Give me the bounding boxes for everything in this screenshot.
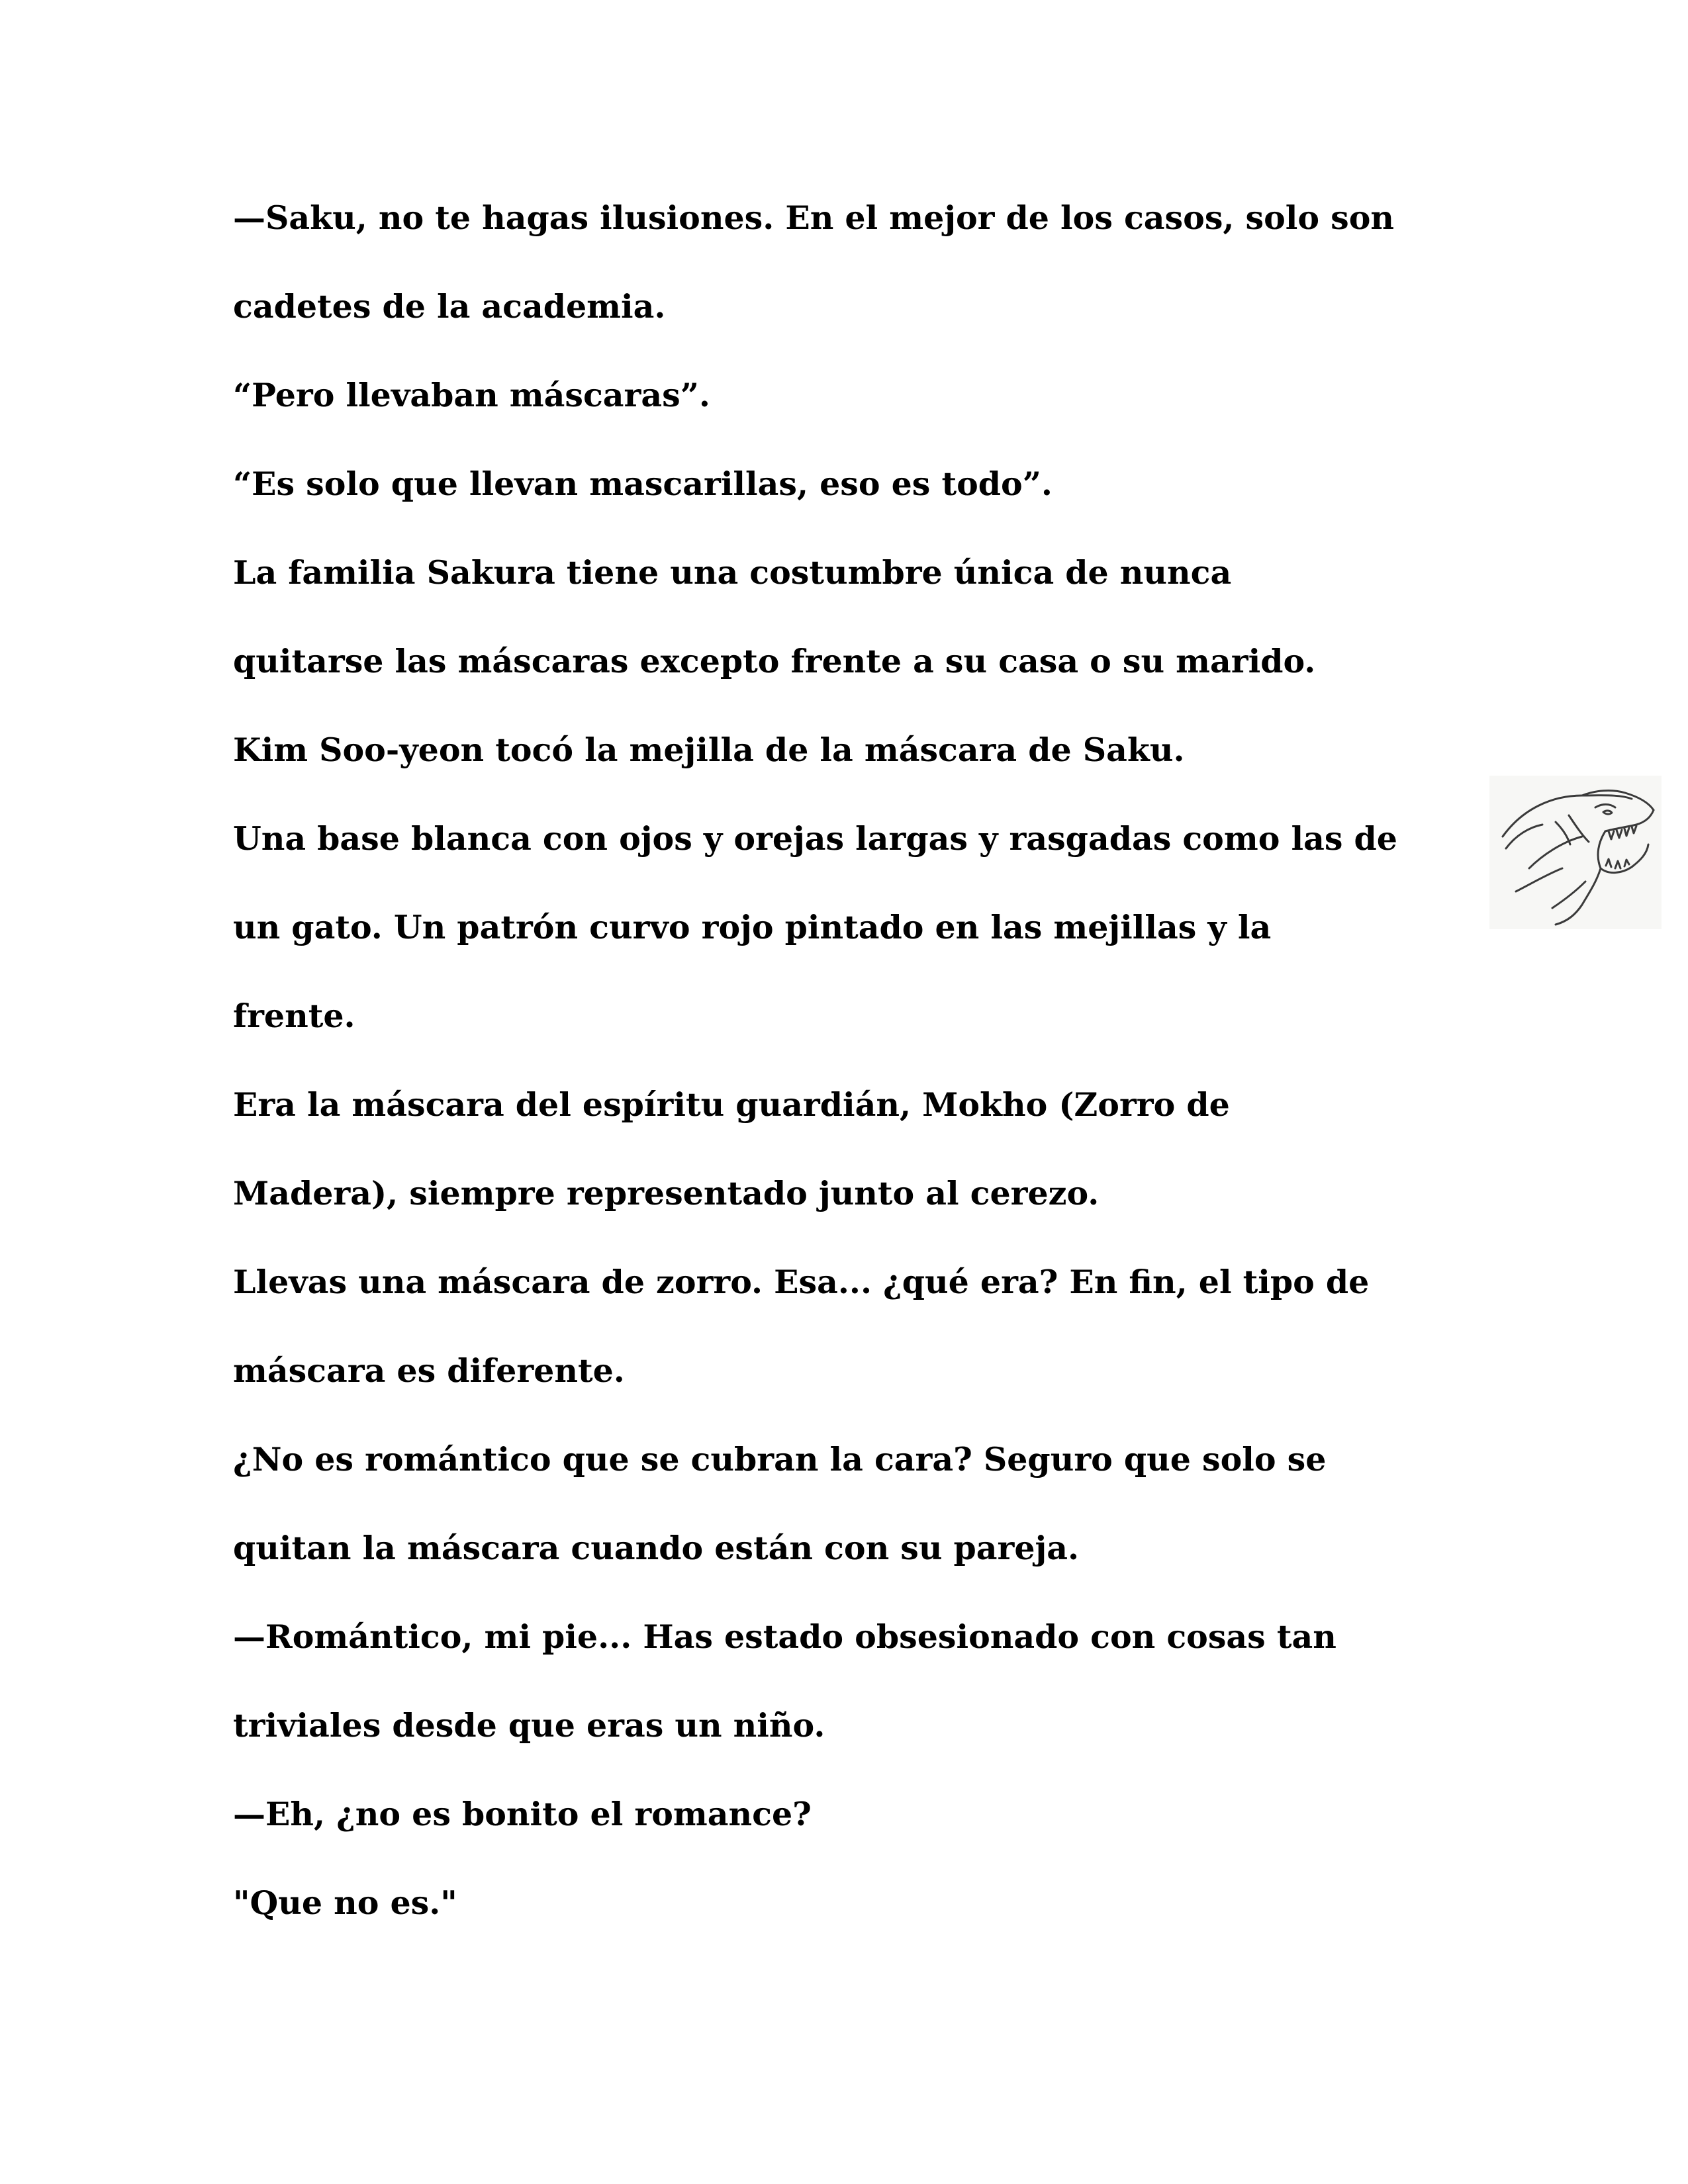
text-line-10: frente. bbox=[233, 997, 355, 1035]
text-line-5: La familia Sakura tiene una costumbre única de nunca bbox=[233, 553, 1232, 592]
text-line-16: quitan la máscara cuando están con su pareja. bbox=[233, 1529, 1080, 1567]
text-line-6: quitarse las máscaras excepto frente a su casa o su marido. bbox=[233, 642, 1316, 680]
text-line-19: —Eh, ¿no es bonito el romance? bbox=[233, 1795, 812, 1833]
text-line-12: Madera), siempre representado junto al cerezo. bbox=[233, 1174, 1100, 1212]
body-text bbox=[233, 173, 1477, 1947]
text-line-18: triviales desde que eras un niño. bbox=[233, 1706, 825, 1745]
text-line-15: ¿No es romántico que se cubran la cara? Seguro que solo se bbox=[233, 1440, 1327, 1479]
text-line-20: "Que no es." bbox=[233, 1884, 457, 1922]
text-line-14: máscara es diferente. bbox=[233, 1351, 625, 1390]
text-line-2: cadetes de la academia. bbox=[233, 287, 666, 326]
text-line-9: un gato. Un patrón curvo rojo pintado en las mejillas y la bbox=[233, 908, 1272, 946]
dinosaur-head-icon bbox=[1489, 776, 1662, 929]
text-line-1: —Saku, no te hagas ilusiones. En el mejor de los casos, solo son bbox=[233, 199, 1395, 237]
text-line-4: “Es solo que llevan mascarillas, eso es todo”. bbox=[233, 465, 1053, 503]
text-line-13: Llevas una máscara de zorro. Esa... ¿qué era? En fin, el tipo de bbox=[233, 1263, 1370, 1301]
text-line-8: Una base blanca con ojos y orejas largas y rasgadas como las de bbox=[233, 819, 1397, 858]
text-line-11: Era la máscara del espíritu guardián, Mokho (Zorro de bbox=[233, 1085, 1230, 1124]
text-line-17: —Romántico, mi pie... Has estado obsesionado con cosas tan bbox=[233, 1617, 1336, 1656]
text-line-3: “Pero llevaban máscaras”. bbox=[233, 376, 710, 414]
text-line-7: Kim Soo-yeon tocó la mejilla de la máscara de Saku. bbox=[233, 731, 1185, 769]
